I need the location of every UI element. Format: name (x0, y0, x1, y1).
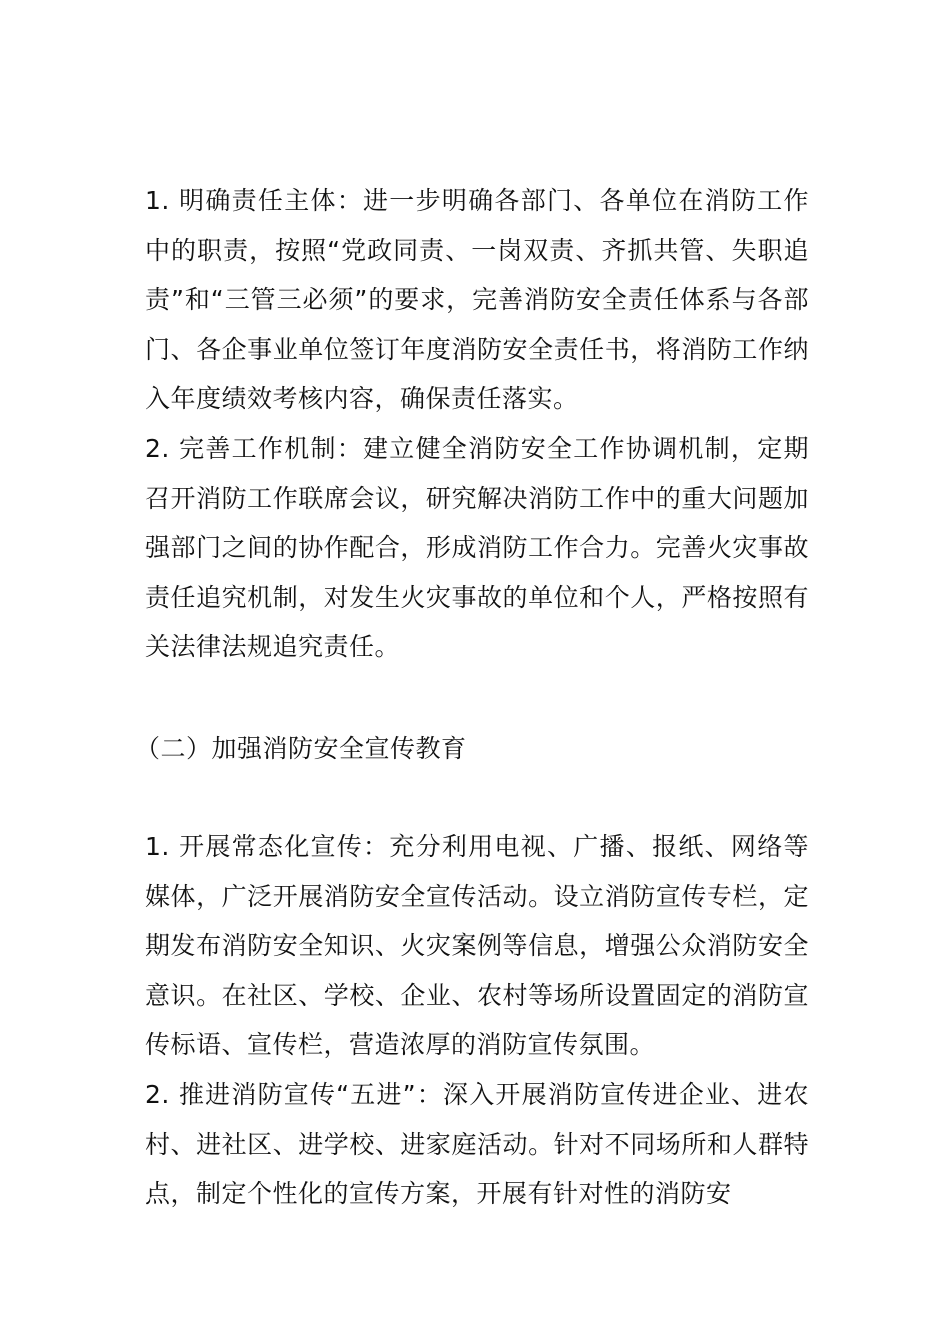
section-heading-publicity: （二）加强消防安全宣传教育 (135, 734, 467, 763)
paragraph-clarify-responsibility: 1. 明确责任主体：进一步明确各部门、各单位在消防工作中的职责，按照“党政同责、一岗双责、齐抓共管、失职追责”和“三管三必须”的要求，完善消防安全责任体系与各部门、各企事业单位签订年度消防安全责任书，将消防工作纳入年度绩效考核内容，确保责任落实。 (145, 186, 809, 414)
paragraph-regular-publicity: 1. 开展常态化宣传：充分利用电视、广播、报纸、网络等媒体，广泛开展消防安全宣传活动。设立消防宣传专栏，定期发布消防安全知识、火灾案例等信息，增强公众消防安全意识。在社区、学校、企业、农村等场所设置固定的消防宣传标语、宣传栏，营造浓厚的消防宣传氛围。 (145, 832, 809, 1060)
paragraph-five-entries: 2. 推进消防宣传“五进”：深入开展消防宣传进企业、进农村、进社区、进学校、进家庭活动。针对不同场所和人群特点，制定个性化的宣传方案，开展有针对性的消防安 (145, 1080, 809, 1209)
paragraph-improve-mechanism: 2. 完善工作机制：建立健全消防安全工作协调机制，定期召开消防工作联席会议，研究解决消防工作中的重大问题加强部门之间的协作配合，形成消防工作合力。完善火灾事故责任追究机制，对发生火灾事故的单位和个人，严格按照有关法律法规追究责任。 (145, 434, 809, 662)
